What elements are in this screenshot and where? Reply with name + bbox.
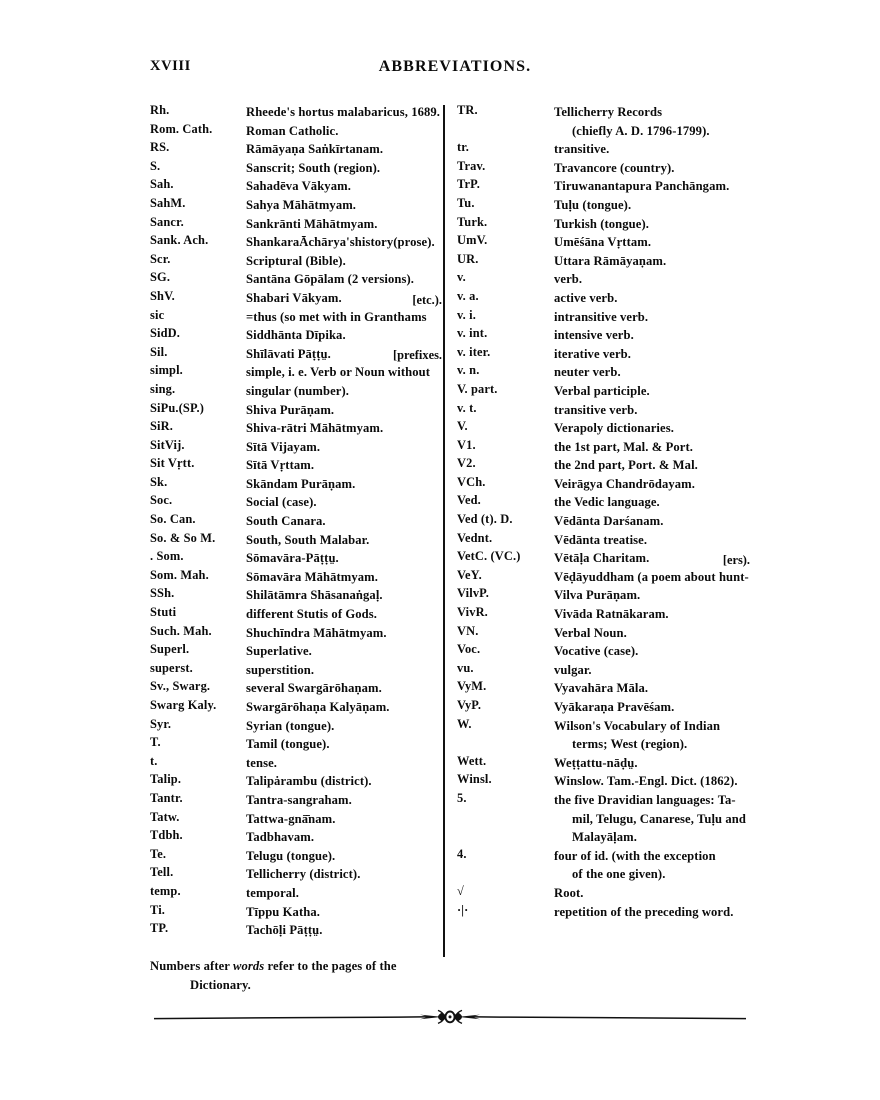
- abbreviation-entry: [150, 605, 442, 624]
- abbreviation-term: Sv., Swarg.: [150, 679, 211, 694]
- abbreviation-definition: Vēḍāyuddham (a poem about hunt-: [554, 569, 749, 584]
- abbreviation-definition: Tellicherry Records: [554, 105, 663, 119]
- abbreviation-entry: [457, 289, 750, 308]
- abbreviation-definition: the 1st part, Mal. & Port.: [554, 439, 693, 454]
- abbreviation-term: t.: [150, 753, 158, 768]
- abbreviation-entry: [150, 549, 442, 568]
- abbreviation-entry: [457, 679, 750, 698]
- abbreviation-definition: Vocative (case).: [554, 644, 639, 659]
- abbreviation-definition: Talipȧrambu (district).: [246, 774, 372, 789]
- running-head: [150, 58, 750, 84]
- root-sign: √: [457, 883, 464, 898]
- abbreviation-definition: Turkish (tongue).: [554, 216, 650, 231]
- abbreviation-term: So. Can.: [150, 512, 196, 527]
- abbreviation-definition: Tīppu Katha.: [246, 904, 320, 919]
- footnote-emphasis: words: [233, 959, 265, 973]
- abbreviation-term: Tell.: [150, 865, 174, 880]
- abbreviation-definition: Veirāgya Chandrōdayam.: [554, 476, 695, 491]
- abbreviation-entry: [457, 401, 750, 420]
- abbreviation-definition: Sōmavāra-Pāṭṭṳ.: [246, 551, 339, 566]
- abbreviation-definition: iterative verb.: [554, 346, 632, 361]
- abbreviation-term: SiR.: [150, 419, 173, 434]
- abbreviation-term: Sank. Ach.: [150, 233, 209, 248]
- folio-number: XVIII: [150, 58, 191, 74]
- abbreviation-definition: Verbal Noun.: [554, 625, 627, 640]
- abbreviation-definition: Shīlāvati Pāṭṭṳ.: [246, 346, 331, 361]
- abbreviation-entry: [150, 401, 442, 420]
- abbreviation-definition: vulgar.: [554, 662, 592, 677]
- abbreviation-definition: different Stutis of Gods.: [246, 607, 378, 622]
- abbreviation-definition: Tadbhavam.: [246, 830, 315, 845]
- abbreviation-definition: Roman Catholic.: [246, 123, 339, 138]
- abbreviation-definition: Root.: [554, 885, 584, 900]
- abbreviation-definition: Rheede's hortus malabaricus, 1689.: [246, 105, 441, 119]
- abbreviation-entry: [457, 903, 750, 922]
- abbreviation-term: TR.: [457, 103, 478, 117]
- abbreviation-definition: Tiruwanantapura Panchāngam.: [554, 179, 730, 194]
- abbreviation-entry: [457, 363, 750, 382]
- abbreviation-definition: Rāmāyaṇa Saṅkīrtanam.: [246, 142, 384, 157]
- abbreviation-entry: [150, 140, 442, 159]
- abbreviation-term: S.: [150, 158, 161, 173]
- abbreviation-term: Stuti: [150, 605, 177, 620]
- abbreviation-term: Wett.: [457, 753, 487, 768]
- abbreviation-term: SSh.: [150, 586, 175, 601]
- abbreviation-entry: [150, 382, 442, 401]
- abbreviation-definition: Siddhānta Dīpika.: [246, 328, 346, 343]
- abbreviation-term: SitVij.: [150, 437, 185, 452]
- abbreviation-term: Rom. Cath.: [150, 121, 213, 136]
- abbreviation-definition: Sahadēva Vākyam.: [246, 179, 351, 194]
- abbreviation-term: v. n.: [457, 363, 480, 378]
- definition-continuation-line: of the one given).: [572, 867, 666, 882]
- abbreviation-entry: [457, 754, 750, 773]
- abbreviation-definition: Winslow. Tam.-Engl. Dict. (1862).: [554, 774, 738, 789]
- abbreviation-definition: Skāndam Purāṇam.: [246, 476, 356, 491]
- abbreviation-entry: [150, 289, 442, 308]
- abbreviation-definition: Wilson's Vocabulary of Indian: [554, 718, 721, 733]
- abbreviation-term: v. i.: [457, 307, 476, 322]
- abbreviation-definition: Scriptural (Bible).: [246, 253, 346, 268]
- abbreviation-term: SidD.: [150, 326, 181, 341]
- abbreviation-term: VetC. (VC.): [457, 549, 521, 564]
- abbreviation-term: SG.: [150, 270, 171, 285]
- abbreviation-term: VyP.: [457, 698, 482, 712]
- abbreviation-definition: South Canara.: [246, 514, 326, 529]
- abbreviation-definition: the five Dravidian languages: Ta-: [554, 792, 736, 807]
- abbreviation-entry: [457, 196, 750, 215]
- abbreviation-entry: [150, 512, 442, 531]
- abbreviation-term: VyM.: [457, 679, 487, 694]
- abbreviation-entry: [150, 679, 442, 698]
- abbreviation-definition: Santāna Gōpālam (2 versions).: [246, 272, 415, 287]
- abbreviation-term: sing.: [150, 381, 176, 396]
- abbreviation-definition: Tamil (tongue).: [246, 737, 330, 752]
- definition-continuation-line: Malayāḷam.: [572, 830, 638, 845]
- abbreviation-term: ShV.: [150, 288, 175, 303]
- abbreviation-definition: ShankaraĀchārya'shistory(prose).: [246, 235, 435, 250]
- abbreviation-definition: several Swargārōhaṇam.: [246, 681, 382, 696]
- abbreviation-definition: Uttara Rāmāyaṇam.: [554, 253, 667, 268]
- footnote-text-before: Numbers after: [150, 959, 234, 973]
- hanging-bracket-note: [etc.).: [412, 292, 442, 307]
- abbreviation-term: Such. Mah.: [150, 623, 212, 638]
- abbreviation-entry: [457, 326, 750, 345]
- abbreviation-definition: active verb.: [554, 290, 618, 305]
- abbreviation-entry: [150, 754, 442, 773]
- abbreviation-term: tr.: [457, 140, 470, 155]
- abbreviation-entry: [457, 252, 750, 271]
- hanging-bracket-note: [prefixes.: [393, 348, 442, 363]
- abbreviation-entry: [150, 326, 442, 345]
- definition-continuation-line: terms; West (region).: [572, 737, 688, 752]
- abbreviation-definition: Vilva Purāṇam.: [554, 588, 641, 603]
- abbreviation-term: V1.: [457, 437, 476, 452]
- abbreviation-definition: simple, i. e. Verb or Noun without: [246, 365, 431, 380]
- abbreviation-term: Som. Mah.: [150, 567, 209, 582]
- abbreviation-term: v. a.: [457, 288, 479, 303]
- abbreviation-entry: [150, 661, 442, 680]
- abbreviation-entry: [457, 159, 750, 178]
- abbreviation-term: superst.: [150, 660, 193, 675]
- abbreviation-term: vu.: [457, 660, 474, 675]
- abbreviation-entry: [457, 140, 750, 159]
- abbreviation-definition: the 2nd part, Port. & Mal.: [554, 458, 698, 473]
- abbreviation-entry: [150, 624, 442, 643]
- abbreviation-term: SiPu.(SP.): [150, 400, 205, 415]
- abbreviation-term: v. int.: [457, 326, 488, 341]
- abbreviation-term: 5.: [457, 790, 467, 805]
- abbreviation-entry: [150, 159, 442, 178]
- abbreviation-term: Tatw.: [150, 809, 180, 824]
- abbreviation-entry: [150, 475, 442, 494]
- abbreviation-term: Sah.: [150, 177, 174, 192]
- abbreviation-entry: [150, 345, 442, 364]
- abbreviation-term: Scr.: [150, 251, 171, 266]
- abbreviation-term: Sk.: [150, 474, 168, 489]
- abbreviation-entry: [457, 233, 750, 252]
- abbreviation-term: Voc.: [457, 642, 481, 657]
- abbreviation-definition: intensive verb.: [554, 328, 634, 343]
- abbreviation-entry: [457, 884, 750, 903]
- abbreviation-entry: [150, 531, 442, 550]
- abbreviation-definition: Vyavahāra Māla.: [554, 681, 649, 696]
- left-column: [150, 103, 442, 940]
- abbreviation-definition: transitive.: [554, 142, 610, 157]
- abbreviation-term: Ti.: [150, 902, 166, 917]
- abbreviation-term: TrP.: [457, 177, 480, 192]
- abbreviation-term: VilvP.: [457, 586, 489, 601]
- abbreviation-definition: Tattwa-gnā̄nam.: [246, 811, 336, 826]
- abbreviation-term: UR.: [457, 251, 479, 266]
- abbreviation-entry: [457, 661, 750, 680]
- abbreviation-entry: [150, 233, 442, 252]
- abbreviation-definition: Tachōḷi Pāṭṭṳ.: [246, 923, 323, 938]
- abbreviation-definition: singular (number).: [246, 383, 350, 398]
- abbreviation-entry: [457, 215, 750, 234]
- abbreviation-definition: Vēdānta treatise.: [554, 532, 648, 547]
- abbreviation-entry: [150, 586, 442, 605]
- abbreviation-entry: [150, 828, 442, 847]
- abbreviation-entry: [150, 122, 442, 141]
- abbreviation-definition: Vivāda Ratnākaram.: [554, 607, 669, 622]
- repetition-sign: ·|·: [457, 902, 469, 917]
- abbreviation-definition: Tellicherry (district).: [246, 867, 361, 882]
- abbreviation-term: Te.: [150, 846, 167, 861]
- abbreviation-entry: [150, 419, 442, 438]
- abbreviation-term: V. part.: [457, 381, 498, 396]
- abbreviation-entry: [457, 698, 750, 717]
- abbreviation-definition: Vēdānta Darśanam.: [554, 514, 664, 529]
- abbreviation-term: Sancr.: [150, 214, 184, 229]
- abbreviation-term: Swarg Kaly.: [150, 698, 217, 712]
- abbreviation-term: 4.: [457, 846, 467, 861]
- abbreviation-term: TP.: [150, 921, 169, 936]
- abbreviation-term: Syr.: [150, 716, 172, 731]
- abbreviation-entry: [150, 642, 442, 661]
- abbreviation-term: Ved.: [457, 493, 481, 508]
- abbreviation-entry: [150, 735, 442, 754]
- abbreviation-term: Winsl.: [457, 772, 492, 787]
- abbreviation-entry: [150, 810, 442, 829]
- abbreviation-definition: Syrian (tongue).: [246, 718, 335, 733]
- abbreviation-entry: [150, 847, 442, 866]
- abbreviation-entry: [457, 103, 750, 140]
- abbreviation-entry: [150, 493, 442, 512]
- abbreviation-definition: Shilātāmra Shāsanaṅgaḷ.: [246, 588, 383, 603]
- abbreviation-definition: Weṭṭattu-nāḍṳ.: [554, 755, 638, 770]
- abbreviation-definition: Shuchīndra Māhātmyam.: [246, 625, 387, 640]
- abbreviation-definition: Shiva-rātri Māhātmyam.: [246, 421, 384, 436]
- abbreviation-term: Sil.: [150, 344, 168, 359]
- abbreviation-entry: [150, 791, 442, 810]
- abbreviation-term: Tantr.: [150, 790, 183, 805]
- abbreviation-definition: four of id. (with the exception: [554, 848, 716, 863]
- abbreviation-term: UmV.: [457, 233, 488, 248]
- abbreviation-definition: Tantra-sangraham.: [246, 792, 352, 807]
- abbreviation-entry: [150, 921, 442, 940]
- abbreviation-entry: [457, 791, 750, 847]
- abbreviation-term: So. & So M.: [150, 530, 216, 545]
- abbreviation-entry: [457, 382, 750, 401]
- abbreviation-definition: Sanscrit; South (region).: [246, 160, 381, 175]
- abbreviation-entry: [457, 586, 750, 605]
- abbreviation-entry: [457, 177, 750, 196]
- abbreviation-term: VN.: [457, 623, 479, 638]
- abbreviation-entry: [150, 103, 442, 122]
- abbreviation-term: . Som.: [150, 549, 184, 564]
- abbreviation-entry: [457, 512, 750, 531]
- abbreviation-definition: Sahya Māhātmyam.: [246, 197, 357, 212]
- abbreviation-definition: Umēśāna Vṛttam.: [554, 235, 652, 250]
- abbreviation-term: Tdbh.: [150, 828, 183, 843]
- abbreviation-term: Vednt.: [457, 530, 493, 545]
- abbreviation-entry: [150, 698, 442, 717]
- abbreviation-entry: [457, 605, 750, 624]
- abbreviation-term: Ved (t). D.: [457, 512, 513, 527]
- abbreviation-definition: Social (case).: [246, 495, 317, 510]
- abbreviation-entry: [457, 493, 750, 512]
- abbreviation-term: v. iter.: [457, 344, 491, 359]
- definition-continuation-line: mil, Telugu, Canarese, Tuḷu and: [572, 811, 746, 826]
- right-column: [457, 103, 750, 921]
- abbreviation-entry: [457, 847, 750, 884]
- abbreviation-term: T.: [150, 735, 161, 750]
- abbreviation-entry: [457, 438, 750, 457]
- abbreviation-entry: [150, 456, 442, 475]
- abbreviation-entry: [150, 270, 442, 289]
- abbreviation-term: Sit Vṛtt.: [150, 456, 195, 471]
- abbreviation-definition: temporal.: [246, 885, 300, 900]
- abbreviation-term: W.: [457, 716, 472, 731]
- abbreviation-definition: Vyākaraṇa Pravēśam.: [554, 700, 675, 714]
- abbreviation-entry: [150, 903, 442, 922]
- abbreviation-term: V.: [457, 419, 468, 434]
- abbreviation-entry: [457, 270, 750, 289]
- abbreviation-definition: Verapoly dictionaries.: [554, 421, 674, 436]
- abbreviation-term: v. t.: [457, 400, 477, 415]
- abbreviation-term: SahM.: [150, 195, 186, 210]
- definition-continuation-line: (chiefly A. D. 1796-1799).: [572, 123, 710, 138]
- column-divider-rule: [443, 105, 445, 957]
- abbreviation-term: VivR.: [457, 605, 488, 620]
- abbreviation-entry: [457, 475, 750, 494]
- abbreviation-entry: [150, 884, 442, 903]
- abbreviation-definition: Superlative.: [246, 644, 312, 659]
- abbreviation-definition: the Vedic language.: [554, 495, 660, 510]
- abbreviation-entry: [457, 772, 750, 791]
- abbreviation-term: V2.: [457, 456, 476, 471]
- abbreviation-term: Soc.: [150, 493, 173, 508]
- abbreviation-entry: [457, 717, 750, 754]
- abbreviation-entry: [150, 308, 442, 327]
- abbreviation-entry: [150, 363, 442, 382]
- abbreviation-definition: tense.: [246, 755, 278, 770]
- abbreviation-entry: [150, 196, 442, 215]
- ornament-rule-icon: [150, 1005, 750, 1031]
- abbreviation-entry: [457, 642, 750, 661]
- abbreviation-entry: [150, 252, 442, 271]
- abbreviation-term: Tu.: [457, 195, 475, 210]
- abbreviation-definition: verb.: [554, 272, 583, 287]
- abbreviation-term: sic: [150, 307, 165, 322]
- abbreviation-term: VCh.: [457, 474, 486, 489]
- abbreviation-term: Superl.: [150, 642, 190, 657]
- hanging-bracket-note: [ers).: [722, 552, 750, 567]
- abbreviation-definition: transitive verb.: [554, 402, 638, 417]
- abbreviation-definition: Telugu (tongue).: [246, 848, 336, 863]
- abbreviation-definition: Sītā Vijayam.: [246, 439, 321, 454]
- abbreviation-term: RS.: [150, 140, 170, 155]
- footnote-line-1: [150, 957, 750, 976]
- abbreviation-term: Turk.: [457, 214, 488, 229]
- abbreviation-entry: [457, 419, 750, 438]
- abbreviation-term: temp.: [150, 883, 181, 898]
- abbreviation-term: simpl.: [150, 363, 183, 378]
- abbreviation-definition: intransitive verb.: [554, 309, 649, 324]
- abbreviation-entry: [150, 717, 442, 736]
- abbreviation-definition: South, South Malabar.: [246, 532, 370, 547]
- abbreviation-entry: [457, 456, 750, 475]
- bottom-ornament: [150, 1005, 750, 1031]
- abbreviation-term: v.: [457, 270, 466, 285]
- abbreviation-entry: [150, 772, 442, 791]
- abbreviation-definition: Vētāḷa Charitam.: [554, 551, 650, 566]
- abbreviation-definition: Swargārōhaṇa Kalyāṇam.: [246, 700, 390, 714]
- abbreviation-definition: neuter verb.: [554, 365, 621, 380]
- abbreviation-definition: superstition.: [246, 662, 315, 677]
- abbreviation-entry: [457, 549, 750, 568]
- footnote-text-after: refer to the pages of the: [264, 959, 397, 973]
- abbreviation-definition: repetition of the preceding word.: [554, 904, 734, 919]
- footnote-line-2: Dictionary.: [190, 977, 251, 992]
- abbreviation-definition: Sītā Vṛttam.: [246, 458, 315, 473]
- abbreviation-entry: [457, 624, 750, 643]
- abbreviation-definition: Shabari Vākyam.: [246, 290, 342, 305]
- abbreviation-entry: [150, 438, 442, 457]
- abbreviation-entry: [150, 215, 442, 234]
- abbreviation-entry: [457, 345, 750, 364]
- footnote: [150, 957, 750, 994]
- abbreviation-definition: Tuḷu (tongue).: [554, 197, 632, 212]
- abbreviation-definition: Sankrānti Māhātmyam.: [246, 216, 378, 231]
- abbreviation-term: Talip.: [150, 772, 182, 787]
- abbreviation-entry: [457, 531, 750, 550]
- abbreviation-definition: Sōmavāra Māhātmyam.: [246, 569, 379, 584]
- abbreviation-definition: Shiva Purāṇam.: [246, 402, 335, 417]
- abbreviation-definition: Travancore (country).: [554, 160, 675, 175]
- abbreviation-entry: [150, 865, 442, 884]
- abbreviation-definition: Verbal participle.: [554, 383, 650, 398]
- abbreviation-entry: [457, 308, 750, 327]
- abbreviation-definition: =thus (so met with in Granthams: [246, 309, 427, 324]
- abbreviation-entry: [150, 568, 442, 587]
- abbreviation-entry: [150, 177, 442, 196]
- page-title: ABBREVIATIONS.: [378, 58, 532, 75]
- abbreviation-term: VeY.: [457, 567, 482, 582]
- abbreviation-entry: [457, 568, 750, 587]
- abbreviation-term: Trav.: [457, 158, 486, 173]
- abbreviation-term: Rh.: [150, 103, 170, 117]
